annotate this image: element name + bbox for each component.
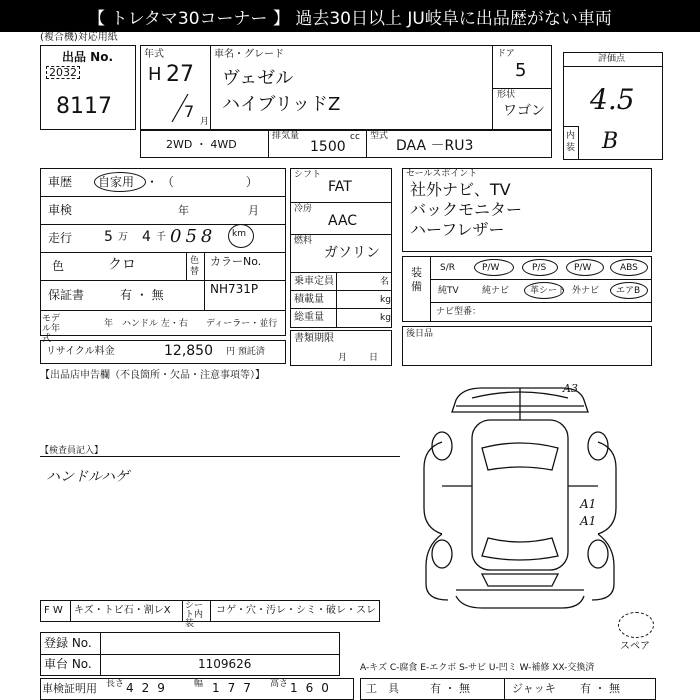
equip-abs: ABS xyxy=(620,263,638,273)
cert-height: 160 xyxy=(290,681,337,695)
doors-value: 5 xyxy=(515,60,527,81)
mileage-sen-unit: 千 xyxy=(156,232,166,243)
car-name: ヴェゼル xyxy=(222,68,294,89)
recycle-value: 12,850 xyxy=(164,343,213,359)
interior-value: B xyxy=(602,129,619,154)
cert-label: 車検証明用 xyxy=(42,682,97,695)
equip-airbag: エアB xyxy=(616,286,641,296)
jack-value: 有 ・ 無 xyxy=(580,682,620,695)
equip-navi: 純ナビ xyxy=(482,286,510,296)
color-label: 色 xyxy=(52,259,65,273)
recycle-label: リサイクル料金 xyxy=(46,346,115,357)
equip-pw: P/W xyxy=(482,263,500,273)
color-value: クロ xyxy=(108,257,136,273)
inspection-month: 月 xyxy=(248,204,259,217)
notes-label: 【出品店申告欄（不良箇所・欠品・注意事項等）】 xyxy=(40,370,265,381)
ac-value: AAC xyxy=(328,213,358,229)
docs-label: 書類期限 xyxy=(294,333,334,344)
model-dealer: ディーラー・並行 xyxy=(206,319,278,329)
mark-a1-2: A1 xyxy=(580,514,597,528)
mileage-unit: km xyxy=(232,229,246,239)
chassis-value: 1109626 xyxy=(198,657,252,671)
year-month-unit: 月 xyxy=(200,117,210,127)
equip-sr: S/R xyxy=(440,263,455,273)
capacity-unit: 名 xyxy=(380,277,390,287)
spare-label: スペア xyxy=(620,641,650,652)
cert-width: 177 xyxy=(212,681,259,695)
model-label: モデル年式 xyxy=(42,314,61,344)
docs-unit: 月日 xyxy=(338,353,401,363)
later-label: 後日品 xyxy=(406,329,434,339)
disp-unit: cc xyxy=(350,132,360,142)
legend-fw-text: キズ・トビ石・割レX xyxy=(74,605,171,616)
mileage-rest: 058 xyxy=(170,226,217,247)
cert-length: 429 xyxy=(126,681,173,695)
reg-label: 登録 No. xyxy=(44,636,92,650)
inspection-year: 年 xyxy=(178,204,189,217)
jack-label: ジャッキ xyxy=(512,682,556,695)
shift-value: FAT xyxy=(328,179,352,195)
equip-pw2: P/W xyxy=(574,263,592,273)
chassis-label: 車台 No. xyxy=(44,657,92,671)
lot-stamp: 2032 xyxy=(46,66,80,79)
equip-ps: P/S xyxy=(532,263,547,273)
subheader: (複合機)対応用紙 xyxy=(40,32,118,43)
doors-label: ドア xyxy=(497,49,515,59)
car-diagram xyxy=(412,378,630,618)
equipment-label: 装備 xyxy=(411,266,422,293)
load-label: 積載量 xyxy=(294,294,324,305)
lot-label: 出品 No. xyxy=(62,50,114,64)
color-change-label: 色替 xyxy=(190,256,200,277)
shape-label: 形状 xyxy=(497,90,516,100)
model-handle: ハンドル 左・右 xyxy=(122,319,188,329)
color-code-label: カラーNo. xyxy=(210,255,262,268)
legend-text2: コゲ・穴・汚レ・シミ・破レ・スレ xyxy=(216,605,376,616)
load-unit: kg xyxy=(380,295,391,305)
legend-seat: シート内装 xyxy=(185,601,204,629)
damage-codes: A-キズ C-腐食 E-エクボ S-サビ U-凹ミ W-補修 XX-交換済 xyxy=(360,663,595,673)
weight-unit: kg xyxy=(380,313,391,323)
sales-line-2: バックモニター xyxy=(410,200,523,219)
warranty-label: 保証書 xyxy=(48,288,85,302)
cert-width-label: 幅 xyxy=(194,679,204,689)
mileage-sen: 4 xyxy=(142,229,151,245)
disp-value: 1500 xyxy=(310,139,346,155)
weight-label: 総重量 xyxy=(294,312,324,323)
equip-tv: 純TV xyxy=(438,286,459,296)
fuel-value: ガソリン xyxy=(324,245,380,261)
interior-label: 内装 xyxy=(566,131,576,153)
spare-tire-icon xyxy=(618,612,654,638)
recycle-unit: 円 預託済 xyxy=(226,347,265,357)
banner: 【 トレタマ30コーナー 】 過去30日以上 JU岐阜に出品歴がない車両 xyxy=(0,0,700,32)
sales-label: セールスポイント xyxy=(406,169,478,179)
later-box xyxy=(402,326,652,366)
car-label: 車名・グレード xyxy=(214,49,284,60)
year-label: 年式 xyxy=(144,49,164,60)
inspector-label: 【検査員記入】 xyxy=(40,446,104,456)
mileage-man-unit: 万 xyxy=(118,232,128,243)
tools-label: 工 具 xyxy=(366,682,399,695)
lot-number: 8117 xyxy=(56,94,112,119)
history-label: 車歴 xyxy=(48,175,73,189)
mileage-man: 5 xyxy=(104,229,113,245)
capacity-label: 乗車定員 xyxy=(294,276,334,287)
color-code-value: NH731P xyxy=(210,282,259,296)
inspector-text: ハンドルハゲ xyxy=(46,469,130,485)
year-era: H xyxy=(148,64,162,85)
year-value: 27 xyxy=(166,62,194,87)
score-label: 評価点 xyxy=(598,54,626,64)
warranty-value: 有 ・ 無 xyxy=(120,288,164,302)
score-value: 4.5 xyxy=(590,83,635,116)
type-label: 型式 xyxy=(370,131,389,141)
mileage-label: 走行 xyxy=(48,231,73,245)
disp-label: 排気量 xyxy=(272,131,300,141)
history-value: 自家用 xyxy=(98,175,135,189)
cert-height-label: 高さ xyxy=(270,679,289,689)
history-rest: ・ （ ） xyxy=(146,175,258,189)
fuel-label: 燃料 xyxy=(294,236,313,246)
inspection-label: 車検 xyxy=(48,203,73,217)
legend-fw-label: F W xyxy=(44,605,63,616)
car-grade: ハイブリッドZ xyxy=(222,94,341,115)
ac-label: 冷房 xyxy=(294,204,313,214)
year-month: 7 xyxy=(184,102,195,121)
cert-length-label: 長さ xyxy=(106,679,125,689)
mark-a1-1: A1 xyxy=(580,497,597,511)
equip-nav-model: ナビ型番： xyxy=(436,307,482,317)
sales-line-3: ハーフレザー xyxy=(410,220,505,239)
sales-line-1: 社外ナビ、TV xyxy=(410,180,511,199)
equip-seat: 革シート xyxy=(530,286,567,296)
mark-a3: A3 xyxy=(563,382,578,395)
shift-label: シフト xyxy=(294,170,322,180)
shape-value: ワゴン xyxy=(503,103,545,119)
type-value: DAA －RU3 xyxy=(396,138,474,154)
tools-value: 有 ・ 無 xyxy=(430,682,470,695)
equip-outnavi: 外ナビ xyxy=(572,286,600,296)
model-year: 年 xyxy=(104,319,114,329)
drive-options: 2WD ・ 4WD xyxy=(166,138,237,151)
